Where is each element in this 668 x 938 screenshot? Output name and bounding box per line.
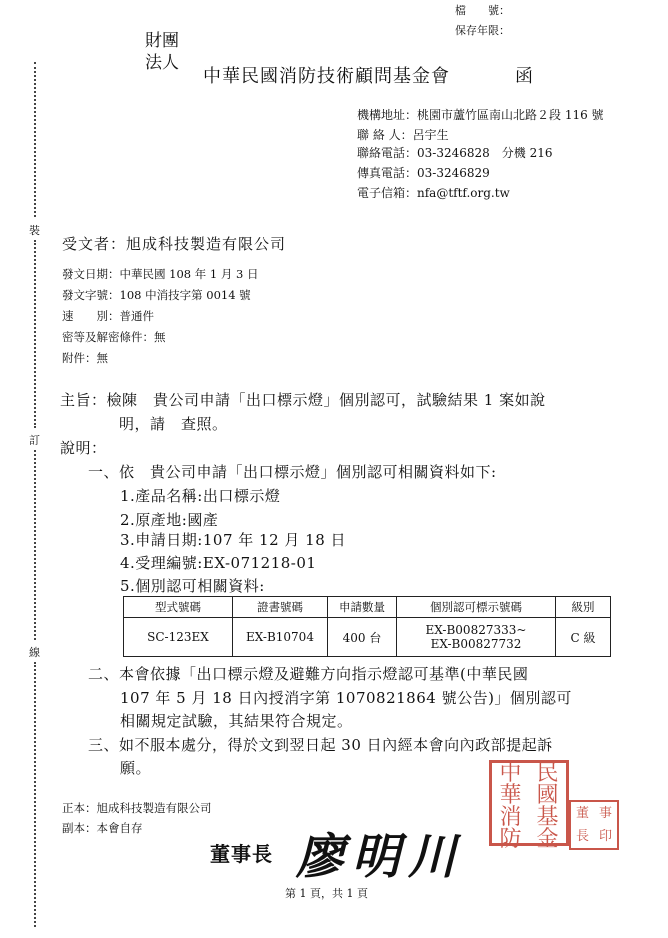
header-model: 型式號碼 — [124, 597, 233, 618]
binding-margin-line-top — [34, 62, 36, 217]
doc-number: 發文字號：108 中消技字第 0014 號 — [62, 288, 251, 302]
item1-intro: 一、依 貴公司申請「出口標示燈」個別認可相關資料如下: — [88, 463, 497, 481]
cell-qty: 400 台 — [328, 618, 397, 657]
secrecy-level: 密等及解密條件：無 — [62, 330, 166, 344]
doc-type: 函 — [515, 66, 533, 87]
original-recipient: 正本：旭成科技製造有限公司 — [62, 801, 212, 815]
cell-model: SC-123EX — [124, 618, 233, 657]
file-no-label: 檔 號： — [455, 4, 510, 17]
item1-case-number: 4.受理編號:EX-071218-01 — [120, 554, 317, 572]
header-cert: 證書號碼 — [233, 597, 328, 618]
explanation-label: 說明： — [60, 439, 107, 457]
contact-fax: 傳真電話：03-3246829 — [357, 166, 490, 180]
table-row — [124, 618, 611, 657]
certification-table — [123, 596, 611, 657]
delivery-speed: 速 別：普通件 — [62, 309, 154, 323]
contact-address: 機構地址：桃園市蘆竹區南山北路２段 116 號 — [357, 108, 604, 122]
org-name: 中華民國消防技術顧問基金會 — [203, 66, 450, 87]
cell-mark: EX-B00827333~ EX-B00827732 — [397, 618, 556, 657]
item2-line-1: 二、本會依據「出口標示燈及避難方向指示燈認可基準(中華民國 — [88, 665, 529, 683]
recipient: 受文者：旭成科技製造有限公司 — [62, 235, 287, 253]
binding-margin-line-bottom — [34, 662, 36, 927]
contact-phone: 聯絡電話：03-3246828 分機 216 — [357, 146, 553, 160]
page-number: 第 1 頁，共 1 頁 — [285, 887, 368, 900]
item1-related-data: 5.個別認可相關資料: — [120, 577, 265, 595]
item1-origin: 2.原產地:國產 — [120, 511, 219, 529]
cell-grade: C 級 — [556, 618, 611, 657]
header-qty: 申請數量 — [328, 597, 397, 618]
copy-recipient: 副本：本會自存 — [62, 821, 143, 835]
binding-margin-line-mid — [34, 240, 36, 428]
signature-name: 廖明川 — [296, 829, 465, 885]
contact-email: 電子信箱：nfa@tftf.org.tw — [357, 186, 510, 200]
header-mark: 個別認可標示號碼 — [397, 597, 556, 618]
subject-line-1: 主旨：檢陳 貴公司申請「出口標示燈」個別認可，試驗結果 1 案如說 — [60, 391, 546, 409]
contact-person: 聯 絡 人：呂宇生 — [357, 128, 449, 142]
table-header-row — [124, 597, 611, 618]
binding-margin-char-2: 訂 — [29, 434, 40, 447]
cell-cert: EX-B10704 — [233, 618, 328, 657]
binding-margin-char-3: 線 — [29, 646, 40, 659]
item1-product-name: 1.產品名稱:出口標示燈 — [120, 487, 281, 505]
item3-line-1: 三、如不服本處分，得於文到翌日起 30 日內經本會向內政部提起訴 — [88, 736, 553, 754]
binding-margin-line-lower — [34, 450, 36, 640]
item3-line-2: 願。 — [120, 759, 152, 777]
item2-line-2: 107 年 5 月 18 日內授消字第 1070821864 號公告)」個別認可 — [120, 689, 572, 707]
signature-title: 董事長 — [210, 842, 273, 866]
subject-line-2: 明，請 查照。 — [119, 415, 228, 433]
item2-line-3: 相關規定試驗，其結果符合規定。 — [120, 712, 353, 730]
binding-margin-char-1: 裝 — [29, 224, 40, 237]
chairman-seal-stamp: 董 事 長 印 — [569, 800, 619, 850]
org-prefix: 財團 法人 — [145, 31, 179, 73]
header-grade: 級別 — [556, 597, 611, 618]
organization-seal-stamp: 中華 民國 消防 基金 — [489, 760, 569, 846]
retention-label: 保存年限： — [455, 24, 510, 37]
issue-date: 發文日期：中華民國 108 年 1 月 3 日 — [62, 267, 259, 281]
attachments: 附件：無 — [62, 351, 108, 365]
item1-apply-date: 3.申請日期:107 年 12 月 18 日 — [120, 531, 347, 549]
